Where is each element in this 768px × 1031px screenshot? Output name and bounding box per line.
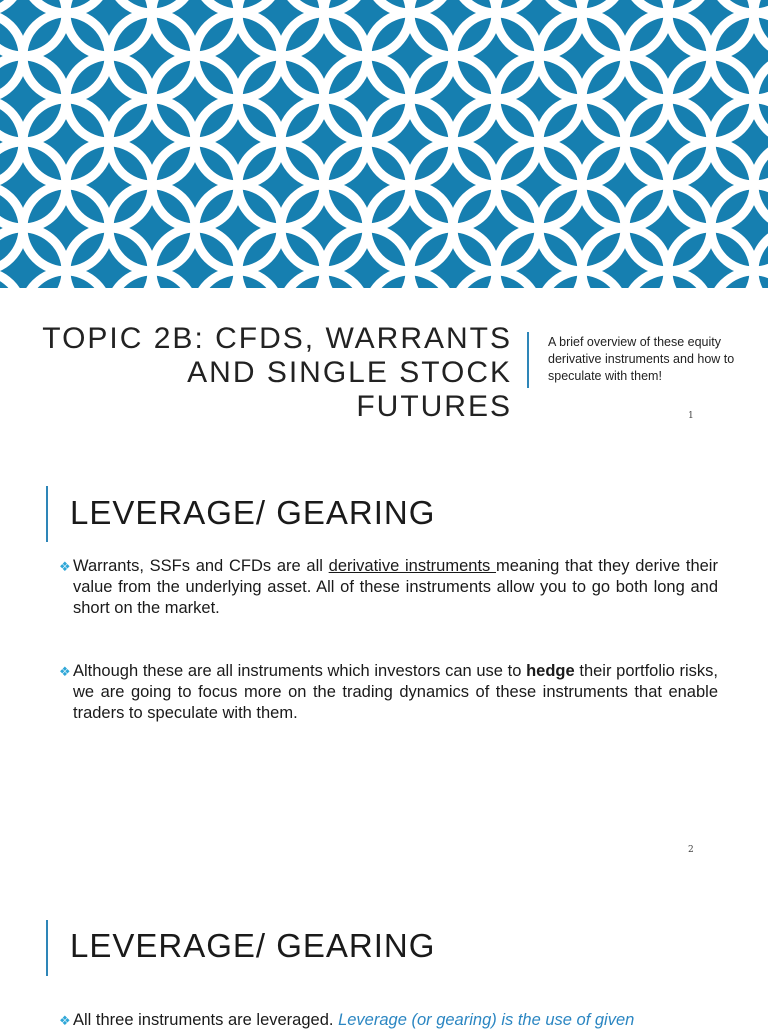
bullet-paragraph [59,1010,718,1031]
bullet-text: All three instruments are leveraged. [73,1011,339,1029]
slide-heading: LEVERAGE/ GEARING [70,494,436,531]
title-divider [527,332,529,388]
decorative-pattern-banner [0,0,768,288]
page-number-1: 1 [688,411,694,421]
slide-subtitle: A brief overview of these equity derivative instruments and how to speculate with them! [548,335,735,383]
diamond-bullet-icon: ❖ [59,559,71,574]
diamond-bullet-icon: ❖ [59,664,71,679]
bullet-text: their portfolio risks, we are going to focus more on the trading dynamics of these instruments that enable traders to speculate with them. [73,662,719,722]
page-number-2: 2 [688,845,694,855]
heading-accent-bar [46,486,48,542]
diamond-bullet-icon: ❖ [59,1013,71,1028]
bullet-paragraph [59,556,718,619]
underlined-term: derivative instruments [328,557,497,575]
circle-lattice-pattern [0,0,768,288]
heading-accent-bar [46,920,48,976]
italic-definition: Leverage (or gearing) is the use of given [338,1011,635,1029]
bullet-text: meaning that they derive their value from the underlying asset. All of these instruments allow you to go both long and short on the market. [73,557,718,617]
slide-title: TOPIC 2B: CFDS, WARRANTS AND SINGLE STOCK FUTURES [42,322,512,423]
slide-heading: LEVERAGE/ GEARING [70,927,436,964]
title-slide [0,318,768,423]
bullet-paragraph [59,661,719,724]
bullet-text: Warrants, SSFs and CFDs are all [73,557,329,575]
bullet-text: Although these are all instruments which investors can use to [73,662,527,680]
bold-term: hedge [526,662,575,680]
